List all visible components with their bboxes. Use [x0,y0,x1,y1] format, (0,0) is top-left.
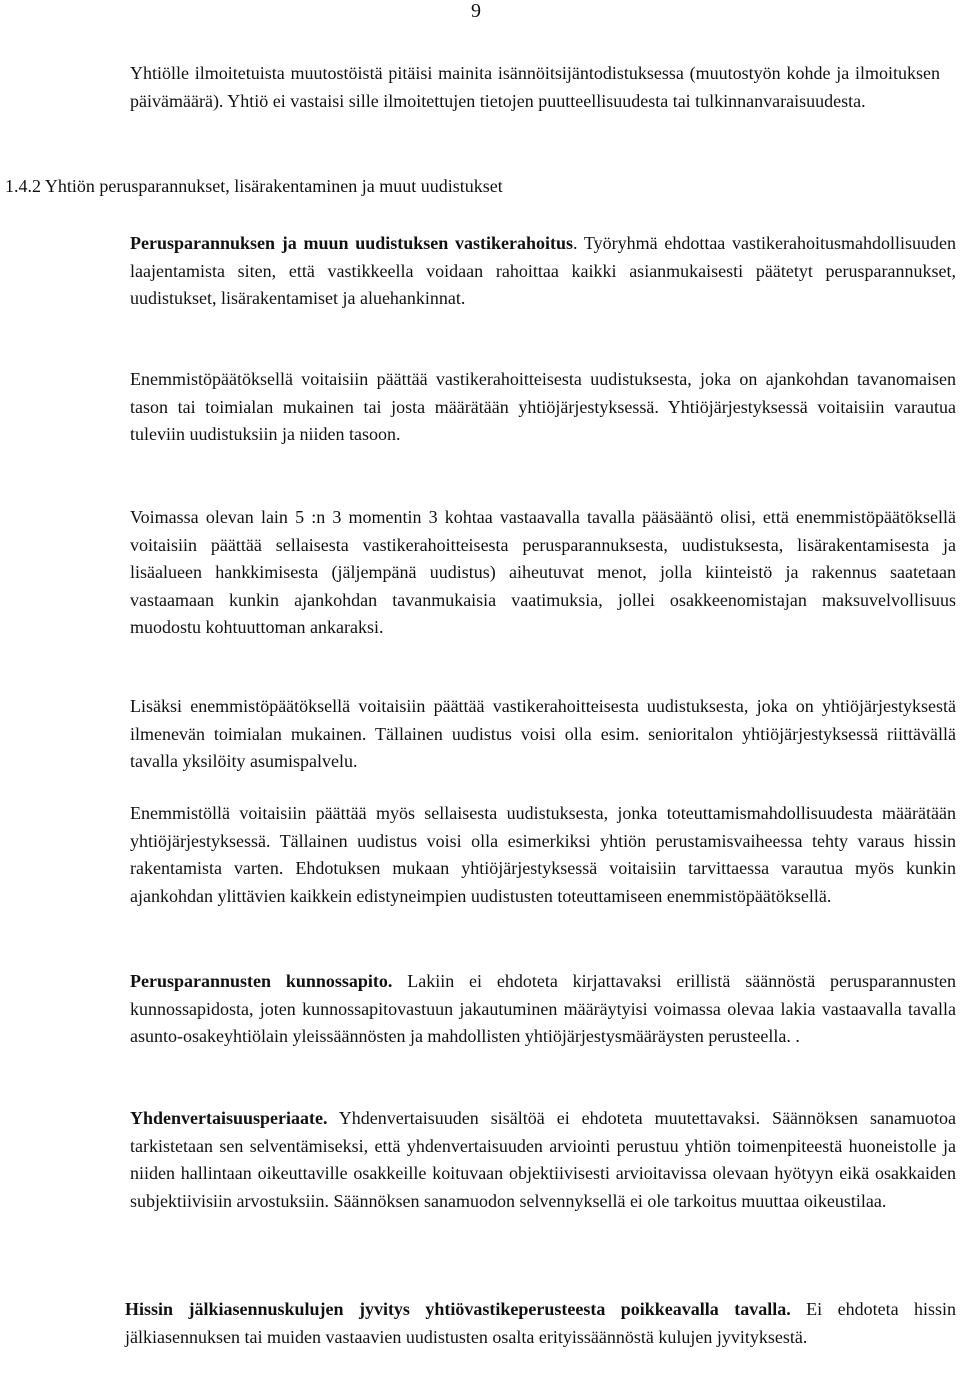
paragraph-text: Ei ehdoteta hissin jälkiasennuksen tai muiden vastaavien uudistusten osalta erityissäännöstä kulujen jyvityksestä. [125,1299,956,1347]
paragraph-yhtiojarjestys [130,800,956,910]
paragraph-lead: Perusparannuksen ja muun uudistuksen vastikerahoitus [130,233,573,253]
paragraph-hissi [125,1296,956,1351]
paragraph-text: Enemmistöpäätöksellä voitaisiin päättää vastikerahoitteisesta uudistuksesta, joka on ajankohdan tavanomaisen tason tai toimialan mukainen tai josta määrätään yhtiöjärjestyksessä. Yhtiöjärjestyksessä voitaisiin varautua tuleviin uudistuksiin ja niiden tasoon. [130,369,956,444]
paragraph-text: Lakiin ei ehdoteta kirjattavaksi erillistä säännöstä perusparannusten kunnossapidosta, joten kunnossapitovastuun jakautuminen määräytyisi voimassa olevaa lakia vastaavalla tavalla asunto-osakeyhtiölain yleissäännösten ja mahdollisten yhtiöjärjestysmääräysten perusteella. . [130,971,956,1046]
paragraph-lead: Yhdenvertaisuusperiaate. [130,1108,328,1128]
paragraph-text: Lisäksi enemmistöpäätöksellä voitaisiin päättää vastikerahoitteisesta uudistuksesta, joka on yhtiöjärjestyksestä ilmenevän toimialan mukainen. Tällainen uudistus voisi olla esim. senioritalon yhtiöjärjestyksessä riittävällä tavalla yksilöity asumispalvelu. [130,696,956,771]
paragraph-enemmistopaatos [130,366,956,449]
paragraph-text: Voimassa olevan lain 5 :n 3 momentin 3 kohtaa vastaavalla tavalla pääsääntö olisi, että enemmistöpäätöksellä voitaisiin päättää sellaisesta vastikerahoitteisesta perusparannuksesta, uudistuksesta, lisärakentamisesta ja lisäalueen hankkimisesta (jäljempänä uudistus) aiheutuvat menot, jolla kiinteistö ja rakennus saatetaan vastaamaan kunkin ajankohdan tavanmukaisia vaatimuksia, jollei osakkeenomistajan maksuvelvollisuus muodostu kohtuuttoman ankaraksi. [130,507,956,637]
paragraph-kunnossapito [130,968,956,1051]
paragraph-text: Enemmistöllä voitaisiin päättää myös sellaisesta uudistuksesta, jonka toteuttamismahdollisuudesta määrätään yhtiöjärjestyksessä. Tällainen uudistus voisi olla esimerkiksi yhtiön perustamisvaiheessa tehty varaus hissin rakentamista varten. Ehdotuksen mukaan yhtiöjärjestyksessä voitaisiin tarvittaessa varautua myös kunkin ajankohdan ylittävien kaikkein edistyneimpien uudistusten toteuttamiseen enemmistöpäätöksellä. [130,803,956,906]
paragraph-text: Yhdenvertaisuuden sisältöä ei ehdoteta muutettavaksi. Säännöksen sanamuotoa tarkistetaan sen selventämiseksi, että yhdenvertaisuuden arviointi perustuu yhtiön toimenpiteestä huoneistolle ja niiden hallintaan oikeuttaville osakkeille koituvaan objektiivisesti arvioitavissa olevaan hyötyyn eikä osakkaiden subjektiivisiin arvostuksiin. Säännöksen sanamuodon selvennyksellä ei ole tarkoitus muuttaa oikeustilaa. [130,1108,956,1211]
paragraph-toimiala [130,693,956,776]
paragraph-vastikerahoitus [130,230,956,313]
paragraph-text: . Työryhmä ehdottaa vastikerahoitusmahdollisuuden laajentamista siten, että vastikkeella voidaan rahoittaa kaikki asianmukaisesti päätetyt perusparannukset, uudistukset, lisärakentamiset ja aluehankinnat. [130,233,956,308]
paragraph-yhdenvertaisuus [130,1105,956,1215]
page-number: 9 [471,0,481,22]
section-heading: 1.4.2 Yhtiön perusparannukset, lisärakentaminen ja muut uudistukset [5,176,503,196]
paragraph-lead: Hissin jälkiasennuskulujen jyvitys yhtiövastikeperusteesta poikkeavalla tavalla. [125,1299,791,1319]
paragraph-voimassa-oleva-laki [130,504,956,642]
intro-paragraph: Yhtiölle ilmoitetuista muutostöistä pitäisi mainita isännöitsijäntodistuksessa (muutostyön kohde ja ilmoituksen päivämäärä). Yhtiö ei vastaisi sille ilmoitettujen tietojen puutteellisuudesta tai tulkinnanvaraisuudesta. [130,63,940,111]
paragraph-lead: Perusparannusten kunnossapito. [130,971,393,991]
